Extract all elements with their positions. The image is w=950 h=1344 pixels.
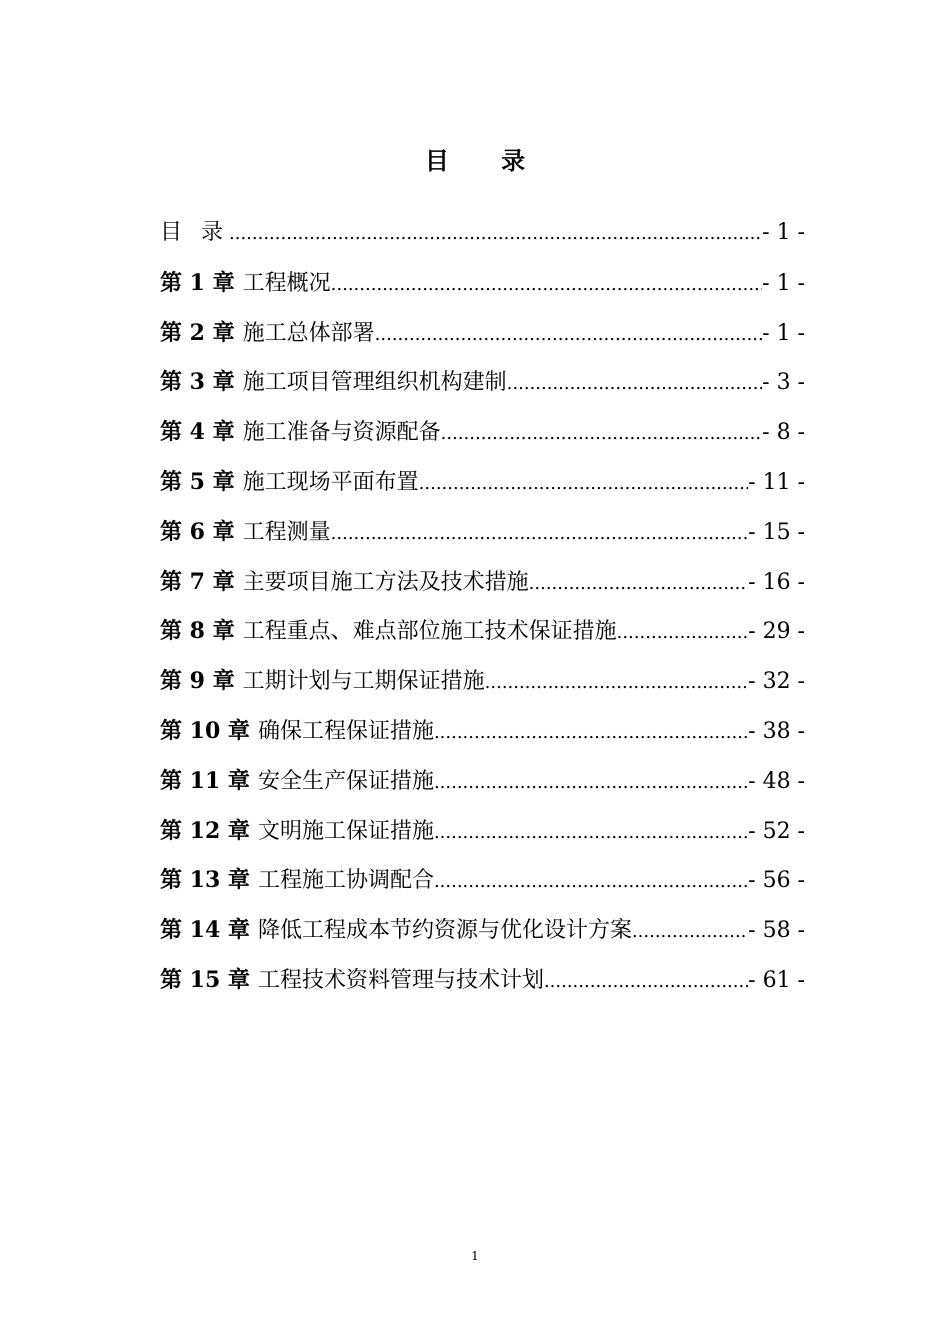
toc-chapter-label: 第 15 章 xyxy=(160,966,250,993)
toc-chapter-label: 第 12 章 xyxy=(160,817,250,844)
toc-chapter-label: 第 5 章 xyxy=(160,468,235,495)
toc-chapter-label: 第 2 章 xyxy=(160,319,235,346)
toc-entry-title: 施工项目管理组织机构建制 xyxy=(242,370,507,396)
toc-entry-title: 施工总体部署 xyxy=(242,320,375,346)
toc-entry-title: 工程技术资料管理与技术计划 xyxy=(257,967,544,993)
toc-dot-leader xyxy=(434,768,748,798)
toc-page-number: - 15 - xyxy=(748,519,805,545)
toc-entry[interactable] xyxy=(160,666,805,716)
toc-entry-title: 确保工程保证措施 xyxy=(257,718,434,744)
toc-chapter-label: 第 4 章 xyxy=(160,419,235,446)
toc-entry-title: 工程概况 xyxy=(242,270,331,296)
toc-chapter-label: 第 11 章 xyxy=(160,767,250,794)
toc-chapter-label: 第 1 章 xyxy=(160,269,235,296)
toc-entry-title: 工程测量 xyxy=(242,519,331,545)
toc-page-number: - 48 - xyxy=(748,768,805,794)
toc-chapter-label: 第 3 章 xyxy=(160,369,235,396)
toc-entry-title: 安全生产保证措施 xyxy=(257,768,434,794)
toc-entry[interactable] xyxy=(160,517,805,567)
toc-page-number: - 3 - xyxy=(762,370,805,396)
toc-chapter-label: 第 13 章 xyxy=(160,867,250,894)
toc-dot-leader xyxy=(434,867,748,897)
toc-entry[interactable] xyxy=(160,268,805,318)
toc-chapter-label: 第 14 章 xyxy=(160,917,250,944)
toc-page-number: - 38 - xyxy=(748,718,805,744)
footer-page-number: 1 xyxy=(471,1249,479,1263)
toc-entry-title: 工程施工协调配合 xyxy=(257,868,434,894)
page-title: 目 录 xyxy=(424,146,548,175)
toc-dot-leader xyxy=(434,818,748,848)
toc-dot-leader xyxy=(632,917,748,947)
toc-dot-leader xyxy=(419,469,748,499)
toc-page-number: - 1 - xyxy=(762,270,805,296)
toc-entry[interactable] xyxy=(160,467,805,517)
toc-entry-title: 施工准备与资源配备 xyxy=(242,420,441,446)
toc-entry[interactable] xyxy=(160,915,805,965)
toc-dot-leader xyxy=(441,419,762,449)
toc-dot-leader xyxy=(617,618,748,648)
toc-entry[interactable] xyxy=(160,318,805,368)
toc-dot-leader xyxy=(485,668,748,698)
toc-entry-title: 主要项目施工方法及技术措施 xyxy=(242,569,529,595)
toc-dot-leader xyxy=(507,369,762,399)
toc-page-number: - 11 - xyxy=(748,469,805,495)
toc-page-number: - 58 - xyxy=(748,918,805,944)
toc-dot-leader xyxy=(229,219,762,249)
toc-entry-title: 工程重点、难点部位施工技术保证措施 xyxy=(242,619,617,645)
toc-page-number: - 1 - xyxy=(762,220,805,245)
toc-entry[interactable] xyxy=(160,367,805,417)
toc-entry-title: 工期计划与工期保证措施 xyxy=(242,669,485,695)
toc-entry[interactable] xyxy=(160,816,805,866)
toc-page-number: - 32 - xyxy=(748,669,805,695)
toc-page-number: - 16 - xyxy=(748,569,805,595)
toc-dot-leader xyxy=(375,320,762,350)
toc-page-number: - 56 - xyxy=(748,868,805,894)
toc-entry[interactable] xyxy=(160,616,805,666)
toc-entry-title: 文明施工保证措施 xyxy=(257,818,434,844)
toc-entry[interactable] xyxy=(160,766,805,816)
toc-entry-title: 目 录 xyxy=(160,220,229,245)
toc-dot-leader xyxy=(331,519,748,549)
toc-page-number: - 1 - xyxy=(762,320,805,346)
toc-entry[interactable] xyxy=(160,865,805,915)
toc-entry-title: 降低工程成本节约资源与优化设计方案 xyxy=(257,918,632,944)
toc-entry-title: 施工现场平面布置 xyxy=(242,469,419,495)
toc-dot-leader xyxy=(331,270,762,300)
toc-dot-leader xyxy=(529,569,748,599)
toc-page-number: - 52 - xyxy=(748,818,805,844)
table-of-contents xyxy=(160,218,805,1015)
toc-chapter-label: 第 6 章 xyxy=(160,518,235,545)
toc-entry[interactable] xyxy=(160,218,805,268)
toc-entry[interactable] xyxy=(160,417,805,467)
toc-page-number: - 8 - xyxy=(762,420,805,446)
toc-entry[interactable] xyxy=(160,567,805,617)
toc-page-number: - 61 - xyxy=(748,967,805,993)
toc-dot-leader xyxy=(544,967,748,997)
toc-entry[interactable] xyxy=(160,965,805,1015)
toc-chapter-label: 第 8 章 xyxy=(160,618,235,645)
toc-page-number: - 29 - xyxy=(748,619,805,645)
toc-chapter-label: 第 10 章 xyxy=(160,717,250,744)
toc-entry[interactable] xyxy=(160,716,805,766)
toc-chapter-label: 第 9 章 xyxy=(160,668,235,695)
toc-chapter-label: 第 7 章 xyxy=(160,568,235,595)
toc-dot-leader xyxy=(434,718,748,748)
